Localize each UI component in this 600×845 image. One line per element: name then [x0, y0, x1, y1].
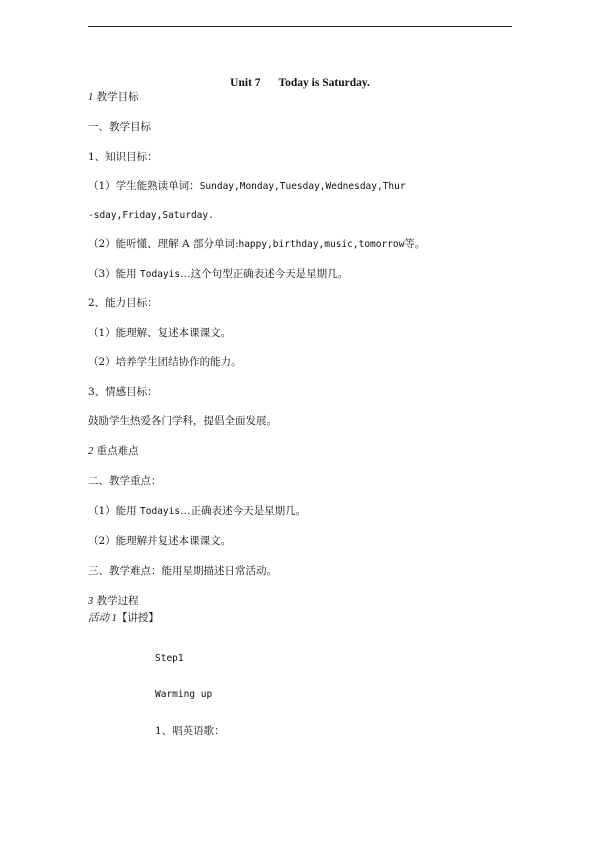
sing-song-item: 1、唱英语歌： [155, 725, 225, 737]
page-title [0, 76, 600, 90]
section-3-heading: 3 教学过程 [88, 595, 139, 607]
section-2-heading: 2 重点难点 [88, 445, 139, 457]
activity-heading: 活动 1【讲授】 [88, 612, 159, 624]
goals-heading: 一、教学目标 [88, 121, 151, 133]
lesson-title: Today is Saturday. [278, 77, 370, 89]
knowledge-item-3: （3）能用 Todayis…这个句型正确表述今天是星期几。 [88, 268, 349, 280]
header-rule [88, 26, 512, 27]
difficulty-heading: 三、教学难点：能用星期描述日常活动。 [88, 565, 277, 577]
emotion-text: 鼓励学生热爱各门学科，提倡全面发展。 [88, 415, 277, 427]
knowledge-item-1: （1）学生能熟读单词：Sunday,Monday,Tuesday,Wednesday,Thur [88, 180, 406, 192]
ability-item-1: （1）能理解、复述本课课文。 [88, 327, 232, 339]
key-heading: 二、教学重点： [88, 475, 162, 487]
warming-up-label: Warming up [155, 689, 213, 700]
step-label: Step1 [155, 653, 184, 664]
key-item-1: （1）能用 Todayis…正确表述今天是星期几。 [88, 505, 307, 517]
unit-label: Unit 7 [230, 77, 261, 89]
key-item-2: （2）能理解并复述本课课文。 [88, 535, 232, 547]
section-1-heading: 1 教学目标 [88, 91, 139, 103]
emotion-heading: 3、情感目标： [88, 386, 158, 398]
ability-heading: 2、能力目标： [88, 297, 158, 309]
knowledge-item-2: （2）能听懂、理解 A 部分单词:happy,birthday,music,tomorrow等。 [88, 238, 426, 250]
knowledge-item-1-continued: -sday,Friday,Saturday. [88, 210, 214, 221]
ability-item-2: （2）培养学生团结协作的能力。 [88, 356, 242, 368]
knowledge-heading: 1、知识目标： [88, 151, 158, 163]
